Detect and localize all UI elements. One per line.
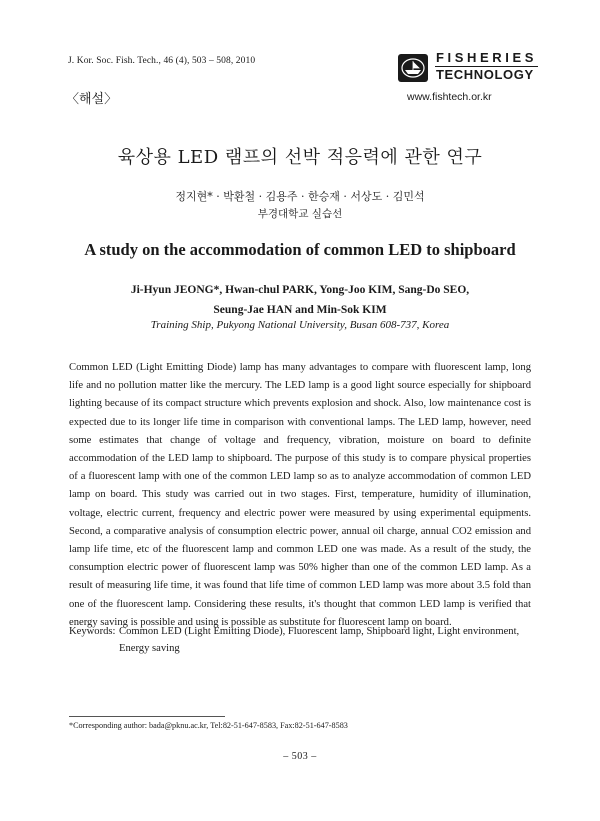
footnote-divider (69, 716, 225, 717)
abstract-line: life and no pollution matter like the mercury. The LED lamp is a good light source especially for shipboard (69, 380, 531, 392)
abstract-line: Second, a comparative analysis of consumption electric power, annual oil charge, annual CO2 emission and (69, 525, 531, 537)
journal-citation: J. Kor. Soc. Fish. Tech., 46 (4), 503 – 508, 2010 (68, 56, 256, 66)
keywords-text: Common LED (Light Emitting Diode), Fluorescent lamp, Shipboard light, Light environment, Energy saving (119, 626, 520, 654)
corresponding-author-footnote: *Corresponding author: bada@pknu.ac.kr, Tel:82-51-647-8583, Fax:82-51-647-8583 (69, 721, 348, 730)
logo-text-technology: TECHNOLOGY (436, 67, 534, 82)
keywords-label: Keywords: (69, 626, 116, 637)
abstract-line: result of measuring life time, it was found that life time of common LED lamp was more about 3.5 fold than (69, 580, 531, 592)
abstract-line: of a fluorescent lamp with one of the common LED lamp so as to analyze accommodation of common LED (69, 471, 531, 483)
abstract-line: some estimates that change of voltage and frequency, vibration, moisture on board to definite (69, 434, 531, 446)
abstract-line: voltage, electric current, frequency and electric power were measured by using experimental equipments. (69, 507, 531, 519)
abstract-line: expected due to its longer life time in comparison with conventional lamps. The LED lamp, however, need (69, 416, 531, 428)
abstract-line: consumption electric power of fluorescent lamp was 50% higher than one of the common LED lamp. As a (69, 562, 531, 574)
korean-title: 육상용 LED 램프의 선박 적응력에 관한 연구 (117, 147, 483, 168)
abstract-line: accommodation of the LED lamp to shipboard. The purpose of this study is to compare physical properties (69, 453, 531, 465)
korean-authors: 정지현* · 박환철 · 김용주 · 한승재 · 서상도 · 김민석 (175, 190, 425, 203)
abstract-line: lighting because of its compact structure which prevents explosion and shock. Also, low maintenance cost is (69, 398, 531, 410)
ship-seal-icon (398, 54, 428, 82)
logo-text-fisheries: FISHERIES (436, 50, 538, 65)
journal-website-link[interactable]: www.fishtech.or.kr (407, 91, 492, 103)
abstract-line: lamp on board. This study was carried out in two stages. First, temperature, humidity of illumination, (69, 489, 531, 501)
page-number: – 503 – (283, 751, 317, 762)
journal-logo (398, 50, 540, 86)
abstract-line: Common LED (Light Emitting Diode) lamp has many advantages to compare with fluorescent lamp, long (69, 362, 531, 373)
korean-affiliation: 부경대학교 실습선 (257, 208, 343, 220)
english-affiliation: Training Ship, Pukyong National University, Busan 608-737, Korea (150, 319, 450, 331)
abstract-line: lamp life time, etc of the fluorescent lamp and common LED one was made. As a result of the study, the (69, 544, 531, 556)
abstract-line: energy saving is possible and using is possible as substitute for fluorescent lamp on board. (69, 616, 452, 628)
english-authors-line-1: Ji-Hyun JEONG*, Hwan-chul PARK, Yong-Joo KIM, Sang-Do SEO, (130, 284, 470, 296)
english-authors (0, 280, 600, 320)
english-title: A study on the accommodation of common LED to shipboard (84, 240, 516, 259)
abstract-line: one of the fluorescent lamp. Considering these results, it's thought that common LED lamp is verified that (69, 598, 531, 610)
section-tag: 〈해설〉 (66, 92, 118, 107)
english-authors-line-2: Seung-Jae HAN and Min-Sok KIM (213, 304, 387, 316)
abstract (69, 359, 531, 632)
